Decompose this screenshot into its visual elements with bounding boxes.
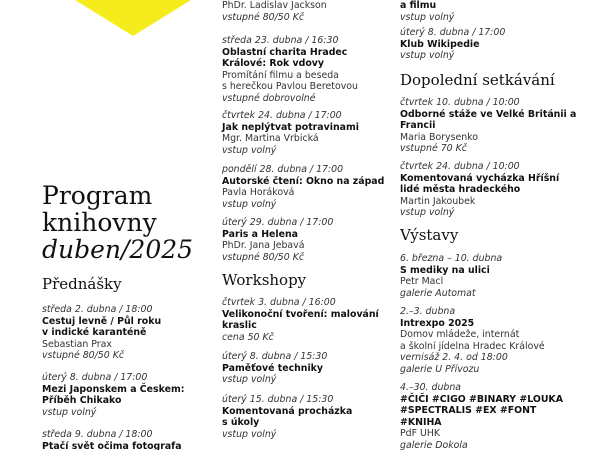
event-title: Králové: Rok vdovy — [222, 58, 324, 70]
event-item — [400, 0, 454, 23]
event-date: úterý 8. dubna / 17:00 — [42, 372, 148, 383]
event-date: úterý 15. dubna / 15:30 — [222, 394, 334, 405]
event-title: Ptačí svět očima fotografa — [42, 440, 182, 450]
event-title: #KNIHA — [400, 416, 442, 428]
event-date: středa 23. dubna / 16:30 — [222, 35, 339, 46]
event-date: pondělí 28. dubna / 17:00 — [222, 164, 344, 175]
event-item — [222, 164, 384, 210]
event-item — [222, 0, 327, 23]
event-title: Jak neplýtvat potravinami — [222, 121, 359, 133]
event-extra: vstup volný — [400, 11, 455, 23]
event-date: čtvrtek 24. dubna / 10:00 — [400, 161, 520, 172]
event-date: 2.–3. dubna — [400, 306, 456, 317]
event-person: s herečkou Pavlou Beretovou — [222, 81, 358, 93]
event-title: kraslic — [222, 320, 257, 332]
event-title: Autorské čtení: Okno na západ — [222, 175, 385, 187]
event-item — [42, 304, 161, 362]
title-line-1: Program — [42, 181, 153, 210]
event-date: úterý 8. dubna / 15:30 — [222, 351, 328, 362]
event-person: PhDr. Jana Jebavá — [222, 240, 305, 252]
event-extra: vstup volný — [400, 207, 455, 219]
event-person: PhDr. Ladislav Jackson — [222, 0, 327, 11]
event-extra: vstupné 80/50 Kč — [222, 11, 304, 23]
event-title: s úkoly — [222, 417, 260, 429]
event-title: S mediky na ulici — [400, 264, 490, 276]
event-title: Intrexpo 2025 — [400, 317, 475, 329]
event-date: úterý 29. dubna / 17:00 — [222, 217, 334, 228]
event-title: Paris a Helena — [222, 228, 298, 240]
event-item — [222, 217, 333, 263]
event-title: v indické karanténě — [42, 327, 147, 339]
event-item — [222, 35, 358, 105]
event-title: Klub Wikipedie — [400, 38, 480, 50]
event-title: #SPECTRALIS #EX #FONT — [400, 405, 537, 417]
event-date: 4.–30. dubna — [400, 382, 462, 393]
event-person: Sebastian Prax — [42, 338, 112, 350]
section-heading-dopoledni: Dopolední setkávání — [400, 71, 555, 89]
event-item — [400, 253, 502, 299]
event-date: středa 2. dubna / 18:00 — [42, 304, 153, 315]
event-title: #ČIČI #CIGO #BINARY #LOUKA — [400, 393, 563, 405]
event-date: čtvrtek 3. dubna / 16:00 — [222, 297, 336, 308]
event-person: Maria Borysenko — [400, 131, 479, 143]
event-item — [222, 351, 327, 386]
event-extra: vstupné 70 Kč — [400, 143, 467, 155]
event-item — [400, 27, 505, 62]
event-item — [222, 110, 359, 156]
event-title: Komentovaná vycházka Hříšní — [400, 172, 560, 184]
event-extra: vstup volný — [222, 374, 277, 386]
event-item — [42, 372, 184, 418]
title-line-2: knihovny — [42, 208, 157, 237]
title-line-3: duben/2025 — [42, 235, 194, 264]
event-extra: vstupné dobrovolné — [222, 92, 316, 104]
event-item — [400, 97, 576, 155]
event-item — [222, 394, 352, 440]
event-title: Komentovaná procházka — [222, 405, 353, 417]
event-person: a školní jídelna Hradec Králové — [400, 340, 545, 352]
section-heading-prednasky: Přednášky — [42, 275, 122, 293]
event-title: Oblastní charita Hradec — [222, 46, 348, 58]
section-heading-vystavy: Výstavy — [400, 226, 459, 244]
event-person: Mgr. Martina Vrbická — [222, 133, 319, 145]
event-extra: vstup volný — [222, 428, 277, 440]
event-title: Mezi Japonskem a Českem: — [42, 383, 185, 395]
event-item — [222, 297, 379, 343]
yellow-triangle-decoration — [75, 0, 191, 36]
event-extra: vstup volný — [400, 50, 455, 62]
event-date: čtvrtek 24. dubna / 17:00 — [222, 110, 342, 121]
event-extra: vstup volný — [42, 406, 97, 418]
event-item — [400, 306, 545, 376]
event-extra: cena 50 Kč — [222, 331, 274, 343]
event-extra: vstup volný — [222, 144, 277, 156]
event-item — [42, 429, 182, 450]
event-item — [400, 161, 559, 219]
event-person: Promítání filmu a beseda — [222, 69, 339, 81]
event-person: Martin Jakoubek — [400, 195, 476, 207]
event-extra: galerie Dokola — [400, 439, 468, 450]
event-title: Cestuj levně / Půl roku — [42, 315, 162, 327]
event-person: Domov mládeže, internát — [400, 329, 520, 341]
event-extra: vstupné 80/50 Kč — [222, 251, 304, 263]
event-person: Pavla Horáková — [222, 187, 295, 199]
page-title — [42, 182, 193, 263]
event-title: Velikonoční tvoření: malování — [222, 308, 379, 320]
event-date: středa 9. dubna / 18:00 — [42, 429, 153, 440]
event-person: PdF UHK — [400, 428, 441, 440]
event-extra: vernisáž 2. 4. od 18:00 — [400, 352, 508, 364]
event-date: úterý 8. dubna / 17:00 — [400, 27, 506, 38]
event-extra: vstupné 80/50 Kč — [42, 350, 124, 362]
event-title: lidé města hradeckého — [400, 184, 521, 196]
event-extra: galerie U Přívozu — [400, 363, 480, 375]
event-title: Odborné stáže ve Velké Británii a — [400, 108, 577, 120]
event-item — [400, 382, 563, 450]
event-extra: galerie Automat — [400, 287, 476, 299]
event-person: Petr Macl — [400, 276, 444, 288]
event-date: 6. března – 10. dubna — [400, 253, 503, 264]
event-title: a filmu — [400, 0, 437, 11]
section-heading-workshopy: Workshopy — [222, 271, 307, 289]
event-title: Paměťové techniky — [222, 362, 324, 374]
event-date: čtvrtek 10. dubna / 10:00 — [400, 97, 520, 108]
event-title: Příběh Chikako — [42, 395, 122, 407]
event-extra: vstup volný — [222, 198, 277, 210]
event-title: Francii — [400, 120, 436, 132]
